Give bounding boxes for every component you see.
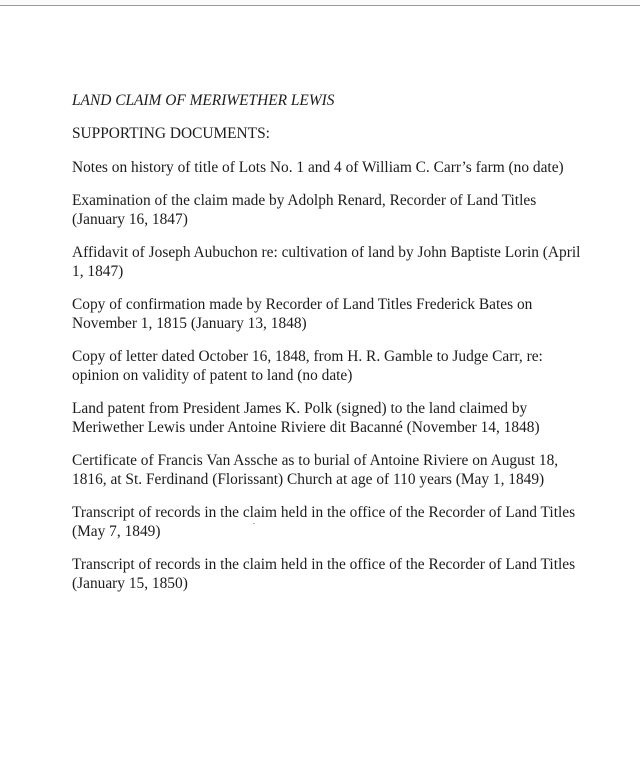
document-entry: Copy of confirmation made by Recorder of Land Titles Frederick Bates on November 1, 1815 (January 13, 1848) — [72, 296, 533, 332]
document-entry: Certificate of Francis Van Assche as to burial of Antoine Riviere on August 18, 1816, at St. Ferdinand (Florissant) Church at age of 110 years (May 1, 1849) — [72, 452, 559, 488]
document-entry: Transcript of records in the claim held in the office of the Recorder of Land Titles (January 15, 1850) — [72, 556, 576, 592]
document-entry: Notes on history of title of Lots No. 1 and 4 of William C. Carr’s farm (no date) — [72, 159, 564, 176]
document-entry: Examination of the claim made by Adolph Renard, Recorder of Land Titles (January 16, 1847) — [72, 192, 537, 228]
scan-top-edge — [0, 0, 640, 6]
document-entry: Transcript of records in the claim held in the office of the Recorder of Land Titles (May 7, 1849) — [72, 504, 576, 540]
scan-speck — [253, 523, 255, 524]
document-entry: Land patent from President James K. Polk (signed) to the land claimed by Meriwether Lewis under Antoine Riviere dit Bacanné (November 14, 1848) — [72, 400, 540, 436]
document-entry: Copy of letter dated October 16, 1848, from H. R. Gamble to Judge Carr, re: opinion on validity of patent to land (no date) — [72, 348, 543, 384]
document-entry: Affidavit of Joseph Aubuchon re: cultivation of land by John Baptiste Lorin (April 1, 1847) — [72, 244, 581, 280]
document-page — [72, 91, 592, 593]
document-title: LAND CLAIM OF MERIWETHER LEWIS — [72, 92, 335, 109]
section-heading: SUPPORTING DOCUMENTS: — [72, 125, 270, 142]
document-list — [72, 158, 592, 593]
